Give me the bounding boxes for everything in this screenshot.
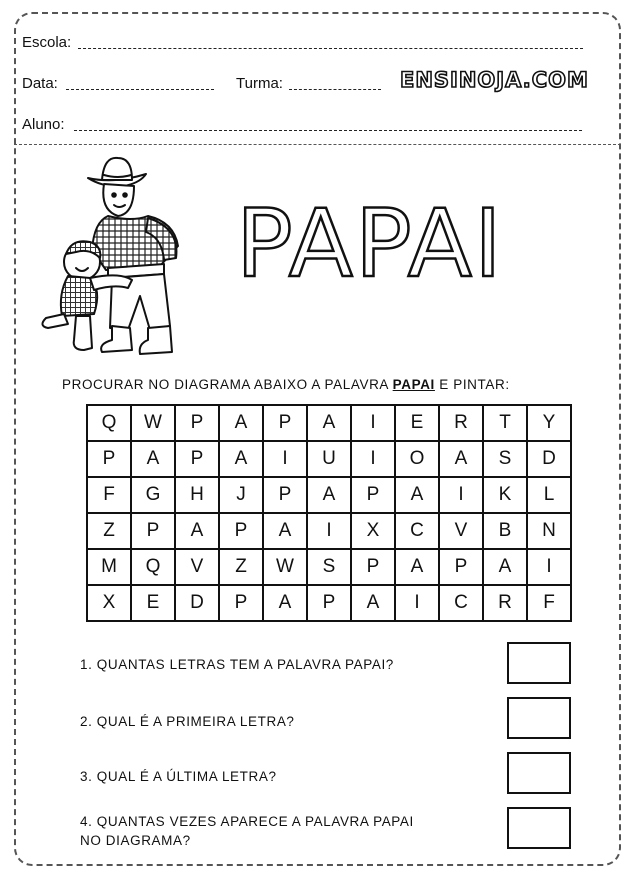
grid-cell[interactable]: N bbox=[527, 513, 571, 549]
question-3-text: 3. QUAL É A ÚLTIMA LETRA? bbox=[80, 769, 277, 784]
grid-cell[interactable]: S bbox=[483, 441, 527, 477]
grid-cell[interactable]: A bbox=[219, 441, 263, 477]
question-4-text-cont: NO DIAGRAMA? bbox=[80, 833, 191, 848]
grid-cell[interactable]: A bbox=[307, 477, 351, 513]
grid-cell[interactable]: C bbox=[395, 513, 439, 549]
grid-cell[interactable]: A bbox=[439, 441, 483, 477]
grid-cell[interactable]: P bbox=[263, 405, 307, 441]
grid-cell[interactable]: J bbox=[219, 477, 263, 513]
grid-cell[interactable]: Q bbox=[87, 405, 131, 441]
grid-cell[interactable]: F bbox=[527, 585, 571, 621]
grid-cell[interactable]: O bbox=[395, 441, 439, 477]
grid-cell[interactable]: T bbox=[483, 405, 527, 441]
grid-cell[interactable]: I bbox=[307, 513, 351, 549]
grid-cell[interactable]: S bbox=[307, 549, 351, 585]
grid-cell[interactable]: A bbox=[483, 549, 527, 585]
grid-cell[interactable]: I bbox=[263, 441, 307, 477]
grid-cell[interactable]: A bbox=[175, 513, 219, 549]
grid-cell[interactable]: L bbox=[527, 477, 571, 513]
grid-cell[interactable]: M bbox=[87, 549, 131, 585]
question-1 bbox=[80, 655, 394, 674]
grid-cell[interactable]: Z bbox=[87, 513, 131, 549]
grid-cell[interactable]: P bbox=[439, 549, 483, 585]
father-child-illustration bbox=[28, 150, 198, 365]
student-field[interactable] bbox=[74, 130, 582, 131]
grid-cell[interactable]: A bbox=[395, 477, 439, 513]
class-field[interactable] bbox=[289, 89, 381, 90]
answer-box-1[interactable] bbox=[507, 642, 571, 684]
grid-cell[interactable]: A bbox=[263, 513, 307, 549]
grid-row bbox=[87, 585, 571, 621]
instruction-text: PROCURAR NO DIAGRAMA ABAIXO A PALAVRA bbox=[62, 377, 393, 392]
grid-cell[interactable]: A bbox=[307, 405, 351, 441]
grid-cell[interactable]: A bbox=[263, 585, 307, 621]
question-2-text: 2. QUAL É A PRIMEIRA LETRA? bbox=[80, 714, 295, 729]
question-1-text: 1. QUANTAS LETRAS TEM A PALAVRA PAPAI? bbox=[80, 657, 394, 672]
brand-logo: ENSINOJA.COM bbox=[400, 68, 589, 92]
answer-box-2[interactable] bbox=[507, 697, 571, 739]
grid-cell[interactable]: Y bbox=[527, 405, 571, 441]
grid-cell[interactable]: D bbox=[175, 585, 219, 621]
grid-cell[interactable]: D bbox=[527, 441, 571, 477]
instruction bbox=[62, 377, 510, 392]
grid-cell[interactable]: X bbox=[351, 513, 395, 549]
grid-row bbox=[87, 441, 571, 477]
grid-cell[interactable]: P bbox=[175, 441, 219, 477]
grid-cell[interactable]: P bbox=[351, 477, 395, 513]
grid-cell[interactable]: V bbox=[439, 513, 483, 549]
grid-cell[interactable]: I bbox=[351, 441, 395, 477]
grid-cell[interactable]: I bbox=[527, 549, 571, 585]
grid-cell[interactable]: I bbox=[351, 405, 395, 441]
class-label: Turma: bbox=[236, 75, 283, 92]
answer-box-3[interactable] bbox=[507, 752, 571, 794]
grid-row bbox=[87, 477, 571, 513]
question-4-text: 4. QUANTAS VEZES APARECE A PALAVRA PAPAI bbox=[80, 814, 414, 829]
grid-cell[interactable]: C bbox=[439, 585, 483, 621]
grid-cell[interactable]: R bbox=[483, 585, 527, 621]
question-3 bbox=[80, 767, 277, 786]
grid-row bbox=[87, 513, 571, 549]
grid-cell[interactable]: A bbox=[395, 549, 439, 585]
grid-cell[interactable]: V bbox=[175, 549, 219, 585]
grid-cell[interactable]: P bbox=[87, 441, 131, 477]
header-divider bbox=[14, 144, 621, 145]
grid-cell[interactable]: P bbox=[175, 405, 219, 441]
grid-cell[interactable]: G bbox=[131, 477, 175, 513]
school-label: Escola: bbox=[22, 34, 72, 51]
answer-box-4[interactable] bbox=[507, 807, 571, 849]
grid-row bbox=[87, 405, 571, 441]
page-title: PAPAI bbox=[236, 190, 504, 299]
grid-cell[interactable]: A bbox=[219, 405, 263, 441]
grid-cell[interactable]: A bbox=[131, 441, 175, 477]
grid-cell[interactable]: E bbox=[131, 585, 175, 621]
instruction-suffix: E PINTAR: bbox=[434, 377, 510, 392]
grid-cell[interactable]: Q bbox=[131, 549, 175, 585]
grid-cell[interactable]: P bbox=[307, 585, 351, 621]
grid-cell[interactable]: P bbox=[263, 477, 307, 513]
question-4 bbox=[80, 812, 414, 850]
school-field[interactable] bbox=[78, 48, 583, 49]
grid-cell[interactable]: B bbox=[483, 513, 527, 549]
date-field[interactable] bbox=[66, 89, 214, 90]
grid-cell[interactable]: W bbox=[131, 405, 175, 441]
grid-cell[interactable]: E bbox=[395, 405, 439, 441]
grid-cell[interactable]: W bbox=[263, 549, 307, 585]
grid-cell[interactable]: P bbox=[219, 513, 263, 549]
question-2 bbox=[80, 712, 295, 731]
instruction-keyword: PAPAI bbox=[392, 377, 435, 392]
grid-cell[interactable]: X bbox=[87, 585, 131, 621]
grid-cell[interactable]: I bbox=[395, 585, 439, 621]
student-label: Aluno: bbox=[22, 116, 65, 133]
grid-row bbox=[87, 549, 571, 585]
grid-cell[interactable]: F bbox=[87, 477, 131, 513]
grid-cell[interactable]: P bbox=[219, 585, 263, 621]
grid-cell[interactable]: H bbox=[175, 477, 219, 513]
grid-cell[interactable]: P bbox=[131, 513, 175, 549]
date-label: Data: bbox=[22, 75, 58, 92]
grid-cell[interactable]: A bbox=[351, 585, 395, 621]
grid-cell[interactable]: U bbox=[307, 441, 351, 477]
word-search-grid bbox=[86, 404, 572, 622]
grid-cell[interactable]: P bbox=[351, 549, 395, 585]
grid-cell[interactable]: I bbox=[439, 477, 483, 513]
grid-cell[interactable]: Z bbox=[219, 549, 263, 585]
grid-cell[interactable]: R bbox=[439, 405, 483, 441]
grid-cell[interactable]: K bbox=[483, 477, 527, 513]
